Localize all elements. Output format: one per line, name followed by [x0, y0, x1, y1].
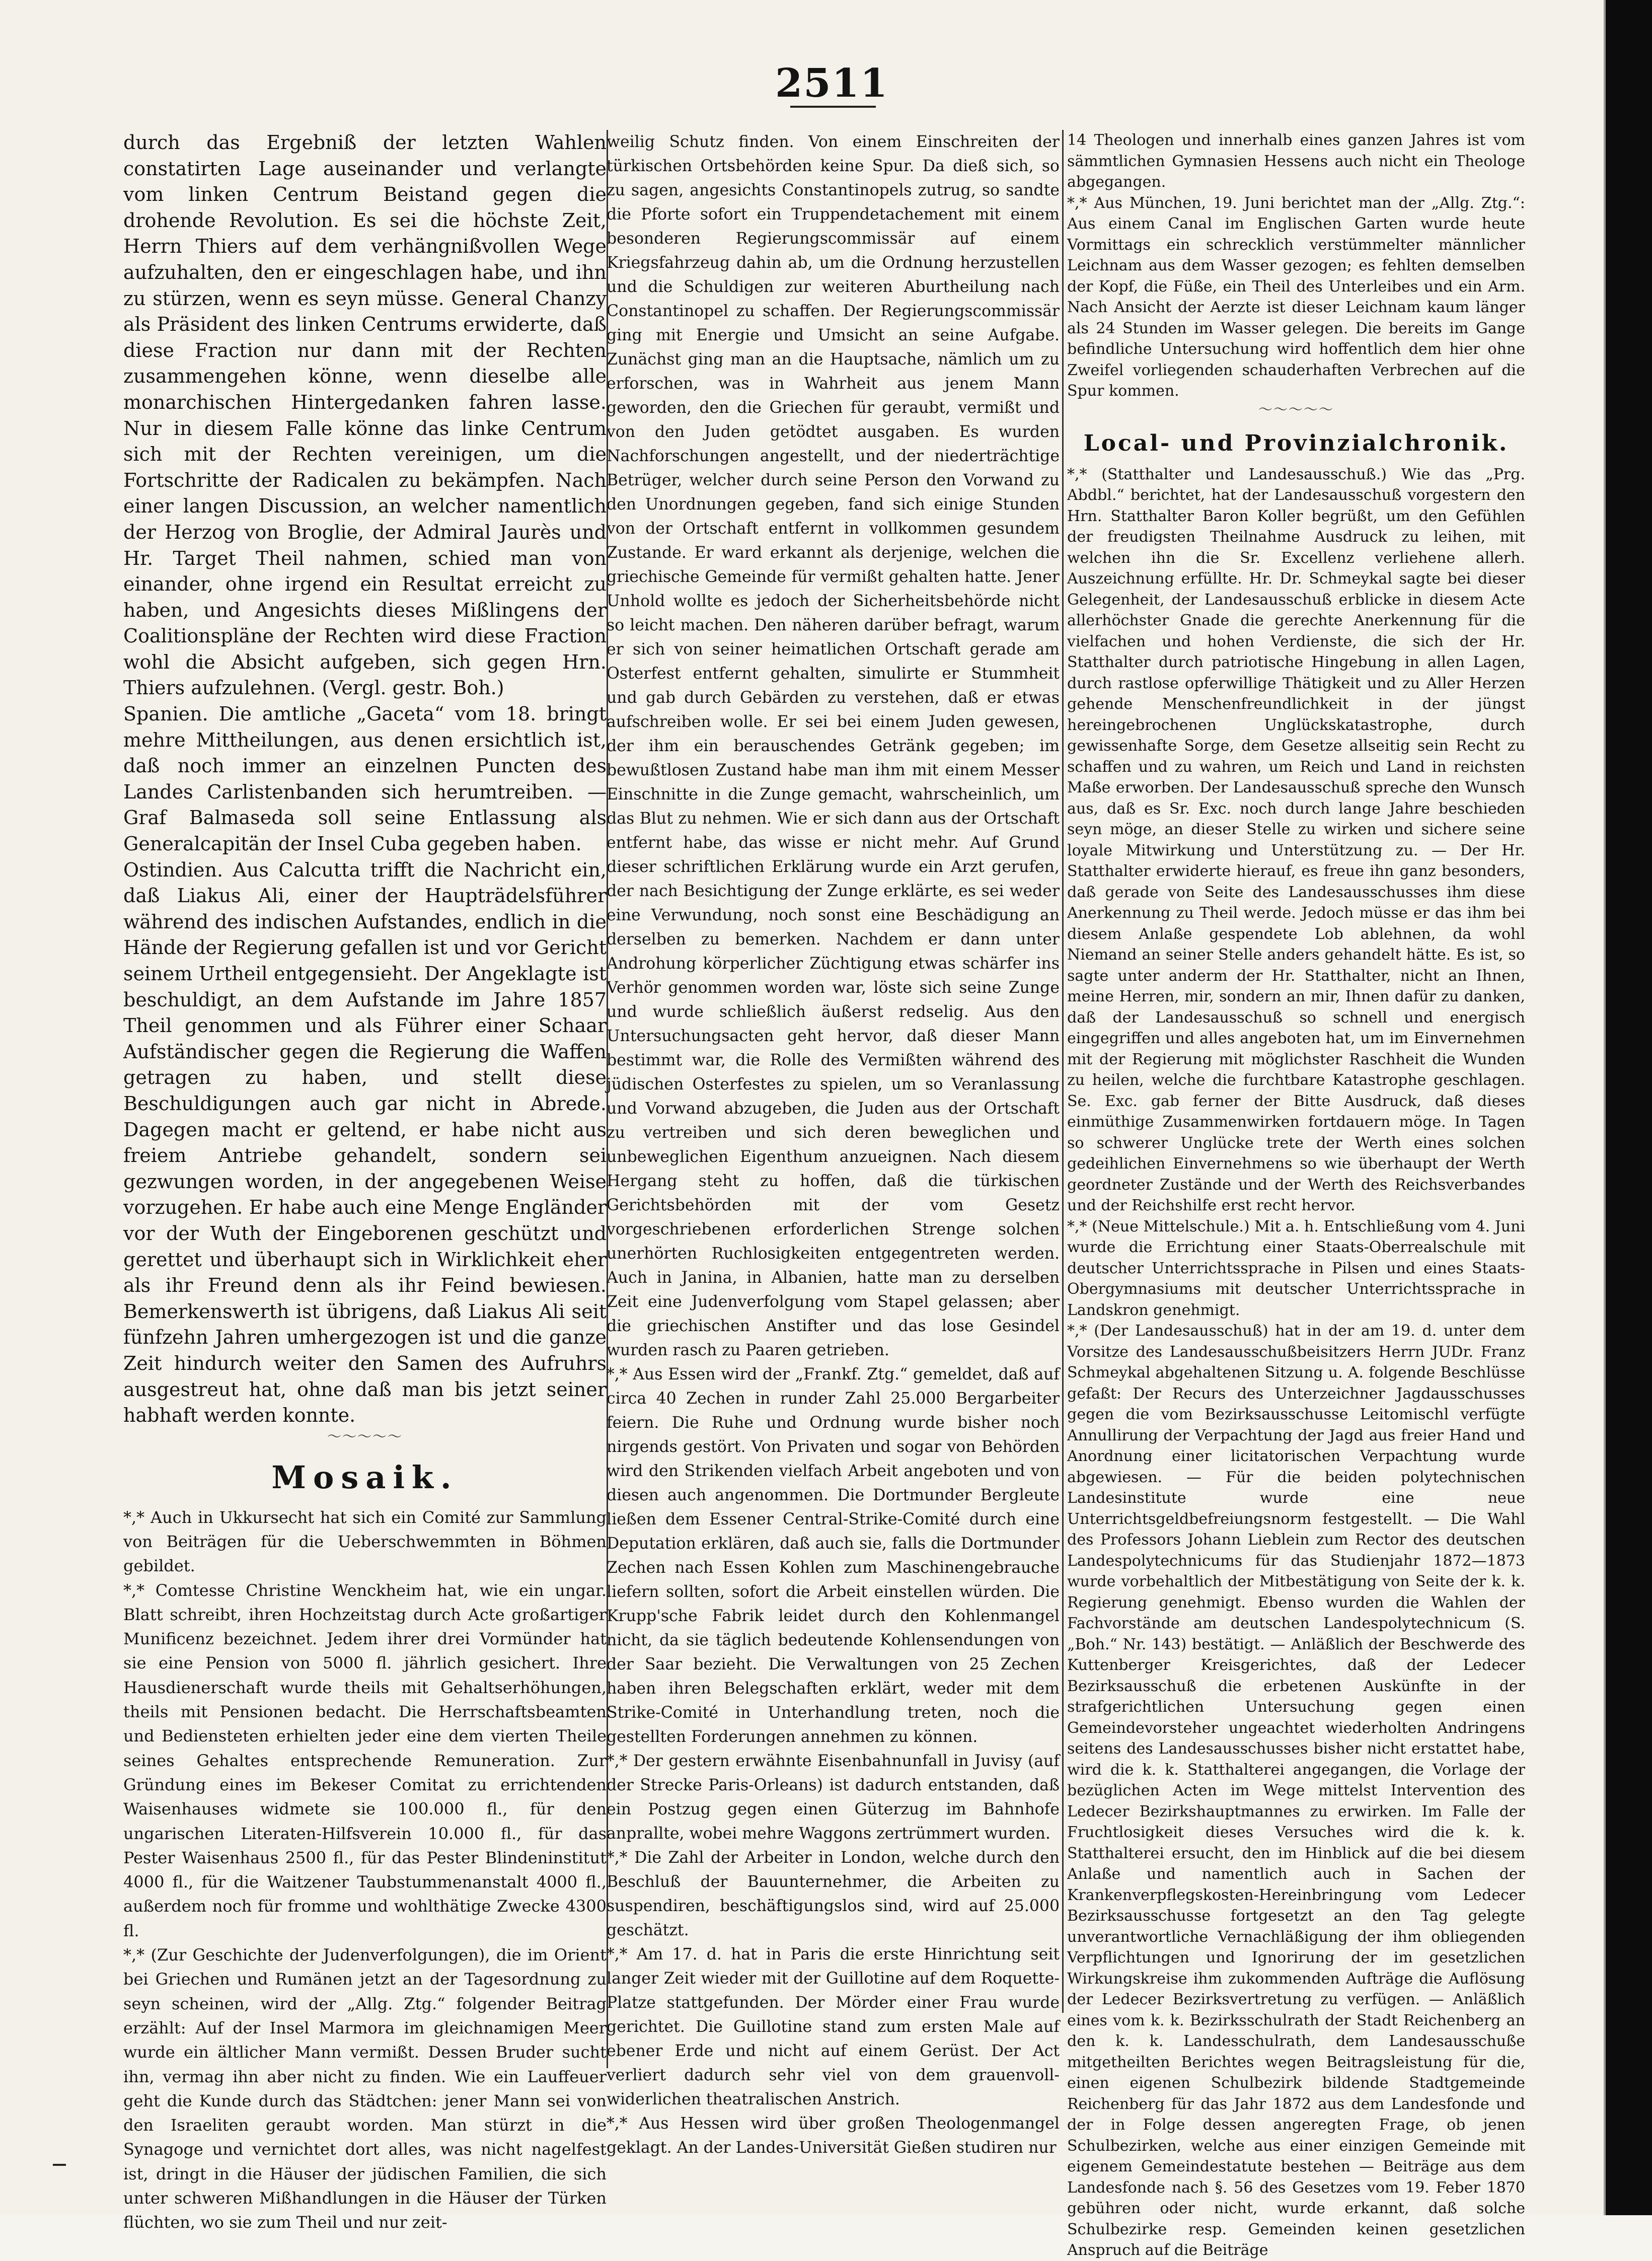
- chronik-item: *,* (Statthalter und Landesausschuß.) Wie das „Prg. Abdbl.“ berichtet, hat der Landesausschuß vorgestern den Hrn. Statthalter Baron Koller begrüßt, um den Gefühlen der freudigsten Theilnahme Ausdruck zu leihen, mit welchen ihn die Sr. Excellenz verliehene allerh. Auszeichnung erfüllte. Hr. Dr. Schmeykal sagte bei dieser Gelegenheit, der Landesausschuß erblicke in diesem Acte allerhöchster Gnade die gerechte Anerkennung für die vielfachen und hohen Verdienste, die sich der Hr. Statthalter durch patriotische Hingebung in allen Lagen, durch rastlose opferwillige Thätigkeit und zu Aller Herzen gehende Menschenfreundlichkeit in der jüngst hereingebrochenen Unglückskatastrophe, durch gewissenhafte Sorge, dem Gesetze allseitig sein Recht zu schaffen und zu wahren, um Reich und Land in reichsten Maße erworben. Der Landesausschuß spreche den Wunsch aus, daß es Sr. Exc. noch durch lange Jahre beschieden seyn möge, an dieser Stelle zu wirken und sichere seine loyale Mitwirkung und Unterstützung zu. — Der Hr. Statthalter erwiderte hierauf, es freue ihn ganz besonders, daß gerade von Seite des Landesausschusses ihm diese Anerkennung zu Theil werde. Jedoch müsse er das ihm bei diesem Anlaße gespendete Lob ablehnen, da wohl Niemand an seiner Stelle anders gehandelt hätte. Es ist, so sagte unter anderm der Hr. Statthalter, nicht an Ihnen, meine Herren, mir, sondern an mir, Ihnen dafür zu danken, daß der Landesausschuß so schnell und energisch eingegriffen und alles angeboten hat, um im Einvernehmen mit der Regierung mit möglichster Raschheit die Wunden zu heilen, welche die furchtbare Katastrophe geschlagen. Se. Exc. gab ferner der Bitte Ausdruck, daß dieses einmüthige Zusammenwirken fortdauern möge. In Tagen so schwerer Unglücke trete der Werth eines solchen gedeihlichen Einvernehmens so wie überhaupt der Werth geordneter Zustände und der Werth des Reichsverbandes und der Reichshilfe erst recht hervor.: [1067, 465, 1525, 1214]
- news-item: *,* Aus Hessen wird über großen Theologenmangel geklagt. An der Landes-Universität Gießen studiren nur: [607, 2114, 1060, 2157]
- news-item: *,* Am 17. d. hat in Paris die erste Hinrichtung seit langer Zeit wieder mit der Guillotine auf dem Roquette-Platze stattgefunden. Der Mörder einer Frau wurde gerichtet. Die Guillotine stand zum ersten Male auf ebener Erde und nicht auf einem Gerüst. Der Act verliert dadurch sehr viel von dem grauenvoll-widerlichen theatralischen Anstrich.: [607, 1945, 1060, 2108]
- column-3: [1067, 130, 1525, 2261]
- ornament-divider: 〜〜〜〜〜: [327, 1428, 403, 1445]
- scan-dark-border: [1606, 0, 1652, 2215]
- chronik-item: *,* (Neue Mittelschule.) Mit a. h. Entschließung vom 4. Juni wurde die Errichtung einer Staats-Oberrealschule mit deutscher Unterrichtssprache in Pilsen und eines Staats-Obergymnasiums mit deutscher Unterrichtssprache in Landskron genehmigt.: [1067, 1217, 1525, 1319]
- page-number: 2511: [775, 60, 889, 106]
- news-item: *,* Aus Essen wird der „Frankf. Ztg.“ gemeldet, daß auf circa 40 Zechen in runder Zahl 25.000 Bergarbeiter feiern. Die Ruhe und Ordnung wurde bisher noch nirgends gestört. Von Privaten und sogar von Behörden wird den Strikenden vielfach Arbeit angeboten und von diesen auch angenommen. Die Dortmunder Bergleute ließen dem Essener Central-Strike-Comité durch eine Deputation erklären, daß auch sie, falls die Dortmunder Zechen nach Essen Kohlen zum Maschinengebrauche liefern sollten, sofort die Arbeit einstellen würden. Die Krupp'sche Fabrik leidet durch den Kohlenmangel nicht, da sie täglich bedeutende Kohlensendungen von der Saar bezieht. Die Verwaltungen von 25 Zechen haben ihren Belegschaften erklärt, weder mit dem Strike-Comité in Unterhandlung treten, noch die gestellten Forderungen annehmen zu können.: [607, 1365, 1060, 1746]
- news-item: *,* Der gestern erwähnte Eisenbahnunfall in Juvisy (auf der Strecke Paris-Orleans) ist dadurch entstanden, daß ein Postzug gegen einen Güterzug im Bahnhofe anprallte, wobei mehre Waggons zertrümmert wurden.: [607, 1752, 1060, 1843]
- article-spanien: Spanien. Die amtliche „Gaceta“ vom 18. bringt mehre Mittheilungen, aus denen ersichtlich ist, daß noch immer an einzelnen Puncten des Landes Carlistenbanden sich herumtreiben. — Graf Balmaseda soll seine Entlassung als Generalcapitän der Insel Cuba gegeben haben.: [123, 703, 607, 855]
- page-number-underline: [790, 106, 876, 108]
- article-ostindien: Ostindien. Aus Calcutta trifft die Nachricht ein, daß Liakus Ali, einer der Haupträdelsführer während des indischen Aufstandes, endlich in die Hände der Regierung gefallen ist und vor Gericht seinem Urtheil entgegensieht. Der Angeklagte ist beschuldigt, an dem Aufstande im Jahre 1857 Theil genommen und als Führer einer Schaar Aufständischer gegen die Regierung die Waffen getragen zu haben, und stellt diese Beschuldigungen auch gar nicht in Abrede. Dagegen macht er geltend, er habe nicht aus freiem Antriebe gehandelt, sondern sei gezwungen worden, in der angegebenen Weise vorzugehen. Er habe auch eine Menge Engländer vor der Wuth der Eingeborenen geschützt und gerettet und überhaupt sich in Wirklichkeit eher als ihr Freund denn als ihr Feind bewiesen. Bemerkenswerth ist übrigens, daß Liakus Ali seit fünfzehn Jahren umhergezogen ist und die ganze Zeit hindurch weiter den Samen des Aufruhrs ausgestreut hat, ohne daß man bis jetzt seiner habhaft werden konnte.: [123, 858, 607, 1427]
- chronik-section-title: Local- und Provinzialchronik.: [1083, 430, 1509, 456]
- column-2: [607, 130, 1060, 2160]
- news-item: 14 Theologen und innerhalb eines ganzen Jahres ist vom sämmtlichen Gymnasien Hessens auch nicht ein Theologe abgegangen.: [1067, 131, 1525, 191]
- mosaik-section-title: Mosaik.: [271, 1458, 459, 1496]
- chronik-item: *,* (Der Landesausschuß) hat in der am 19. d. unter dem Vorsitze des Landesausschußbeisitzers Herrn JUDr. Franz Schmeykal abgehaltenen Sitzung u. A. folgende Beschlüsse gefaßt: Der Recurs des Unterzeichner Jagdausschusses gegen die vom Bezirksausschusse Leitomischl verfügte Annullirung der Verpachtung der Jagd aus freier Hand und Anordnung einer licitatorischen Verpachtung wurde abgewiesen. — Für die beiden polytechnischen Landesinstitute wurde eine neue Unterrichtsgeldbefreiungsnorm festgestellt. — Die Wahl des Professors Johann Lieblein zum Rector des deutschen Landespolytechnicums für das Studienjahr 1872—1873 wurde vorbehaltlich der Mitbestätigung von Seite der k. k. Regierung genehmigt. Ebenso wurden die Wahlen der Fachvorstände am deutschen Landespolytechnicum (S. „Boh.“ Nr. 143) bestätigt. — Anläßlich der Beschwerde des Kuttenberger Kreisgerichtes, daß der Ledecer Bezirksausschuß die erbetenen Auskünfte in der strafgerichtlichen Untersuchung gegen einen Gemeindevorsteher ungeachtet wiederholten Andringens seitens des Landesausschusses bisher nicht erstattet habe, wird die k. k. Statthalterei angegangen, die Vorlage der bezüglichen Acten im Wege mittelst Intervention des Ledecer Bezirkshauptmannes zu erwirken. Im Falle der Fruchtlosigkeit dieses Versuches wird die k. k. Statthalterei ersucht, den im Hinblick auf die bei diesem Anlaße und namentlich auch in Sachen der Krankenverpflegskosten-Hereinbringung vom Ledecer Bezirksausschusse fortgesetzt an den Tag gelegte unverantwortliche Vernachläßigung der ihm obliegenden Verpflichtungen und Ignorirung der im gesetzlichen Wirkungskreise ihm zukommenden Aufträge die Auflösung der Ledecer Bezirksvertretung zu verfügen. — Anläßlich eines vom k. k. Bezirksschulrath der Stadt Reichenberg an den k. k. Landesschulrath, dem Landesausschuße mitgetheilten Berichtes wegen Beitragsleistung für die, einen eigenen Schulbezirk bildende Stadtgemeinde Reichenberg für das Jahr 1872 aus dem Landesfonde und der in Folge dessen angeregten Frage, ob jenen Schulbezirken, welche aus einer einzigen Gemeinde mit eigenem Gemeindestatute bestehen — Beiträge aus dem Landesfonde nach §. 56 des Gesetzes vom 19. Feber 1870 gebühren oder nicht, wurde erkannt, daß solche Schulbezirke resp. Gemeinden keinen gesetzlichen Anspruch auf die Beiträge: [1067, 1322, 1525, 2259]
- article-paragraph: durch das Ergebniß der letzten Wahlen constatirten Lage auseinander und verlangte vom linken Centrum Beistand gegen die drohende Revolution. Es sei die höchste Zeit, Herrn Thiers auf dem verhängnißvollen Wege aufzuhalten, den er eingeschlagen habe, und ihn zu stürzen, wenn es seyn müsse. General Chanzy als Präsident des linken Centrums erwiderte, daß diese Fraction nur dann mit der Rechten zusammengehen könne, wenn dieselbe alle monarchischen Hintergedanken fahren lasse. Nur in diesem Falle könne das linke Centrum sich mit der Rechten vereinigen, um die Fortschritte der Radicalen zu bekämpfen. Nach einer langen Discussion, an welcher namentlich der Herzog von Broglie, der Admiral Jaurès und Hr. Target Theil nahmen, schied man von einander, ohne irgend ein Resultat erreicht zu haben, und Angesichts dieses Mißlingens der Coalitionspläne der Rechten wird diese Fraction wohl die Absicht aufgeben, sich gegen Hrn. Thiers aufzulehnen. (Vergl. gestr. Boh.): [123, 131, 607, 699]
- mosaik-item: *,* Auch in Ukkursecht hat sich ein Comité zur Sammlung von Beiträgen für die Ueberschwemmten in Böhmen gebildet.: [123, 1507, 607, 1576]
- column-divider-2: [1062, 130, 1064, 2013]
- news-item: *,* Die Zahl der Arbeiter in London, welche durch den Beschluß der Bauunternehmer, die Arbeiten zu suspendiren, beschäftigungslos sind, wird auf 25.000 geschätzt.: [607, 1849, 1060, 1939]
- ornament-divider: 〜〜〜〜〜: [1258, 401, 1334, 418]
- news-item: *,* Aus München, 19. Juni berichtet man der „Allg. Ztg.“: Aus einem Canal im Englischen Garten wurde heute Vormittags ein schrecklich verstümmelter männlicher Leichnam aus dem Wasser gezogen; es fehlten demselben der Kopf, die Füße, ein Theil des Unterleibes und ein Arm. Nach Ansicht der Aerzte ist dieser Leichnam kaum länger als 24 Stunden im Wasser gelegen. Die bereits im Gange befindliche Untersuchung wird hoffentlich dem hier ohne Zweifel vorliegenden schauderhaften Verbrechen auf die Spur kommen.: [1067, 194, 1525, 400]
- margin-mark: [53, 2164, 66, 2166]
- mosaik-item: *,* (Zur Geschichte der Judenverfolgungen), die im Orient bei Griechen und Rumänen jetzt an der Tagesordnung zu seyn scheinen, wird der „Allg. Ztg.“ folgender Beitrag erzählt: Auf der Insel Marmora im gleichnamigen Meer wurde ein ältlicher Mann vermißt. Dessen Bruder sucht ihn, vermag ihn aber nicht zu finden. Wie ein Lauffeuer geht die Kunde durch das Städtchen: jener Mann sei von den Israeliten geraubt worden. Man stürzt in die Synagoge und vernichtet dort alles, was nicht nagelfest ist, dringt in die Häuser der jüdischen Familien, die sich unter schweren Mißhandlungen in die Häuser der Türken flüchten, wo sie zum Theil und nur zeit-: [123, 1945, 607, 2232]
- mosaik-section: [123, 1505, 607, 2235]
- mosaik-item: *,* Comtesse Christine Wenckheim hat, wie ein ungar. Blatt schreibt, ihren Hochzeitstag durch Acte großartiger Munificenz bezeichnet. Jedem ihrer drei Vormünder hat sie eine Pension von 5000 fl. jährlich gesichert. Ihre Hausdienerschaft wurde theils mit Gehaltserhöhungen, theils mit Pensionen bedacht. Die Herrschaftsbeamten und Bediensteten erhielten jeder eine dem vierten Theile seines Gehaltes entsprechende Remuneration. Zur Gründung eines im Bekeser Comitat zu errichtenden Waisenhauses widmete sie 100.000 fl., für den ungarischen Literaten-Hilfsverein 10.000 fl., für das Pester Waisenhaus 2500 fl., für das Pester Blindeninstitut 4000 fl., für die Waitzener Taubstummenanstalt 4000 fl., außerdem noch für fromme und wohlthätige Zwecke 4300 fl.: [123, 1580, 607, 1940]
- column-1: [123, 130, 607, 2235]
- article-paragraph: weilig Schutz finden. Von einem Einschreiten der türkischen Ortsbehörden keine Spur. Da dieß sich, so zu sagen, angesichts Constantinopels zutrug, so sandte die Pforte sofort ein Truppendetachement mit einem besonderen Regierungscommissär auf einem Kriegsfahrzeug dahin ab, um die Ordnung herzustellen und die Schuldigen zur weiteren Aburtheilung nach Constantinopel zu schaffen. Der Regierungscommissär ging mit Energie und Umsicht an seine Aufgabe. Zunächst ging man an die Hauptsache, nämlich um zu erforschen, was in Wahrheit aus jenem Mann geworden, den die Griechen für geraubt, vermißt und von den Juden getödtet ausgaben. Es wurden Nachforschungen angestellt, und der niederträchtige Betrüger, welcher durch seine Person den Vorwand zu den Unordnungen gegeben, fand sich einige Stunden von der Ortschaft entfernt in vollkommen gesundem Zustande. Er ward erkannt als derjenige, welchen die griechische Gemeinde für vermißt gehalten hatte. Jener Unhold wollte es jedoch der Sicherheitsbehörde nicht so leicht machen. Den näheren darüber befragt, warum er sich von seiner heimatlichen Ortschaft gerade am Osterfest entfernt gehalten, simulirte er Stummheit und gab durch Gebärden zu verstehen, daß er etwas aufschreiben wolle. Er sei bei einem Juden gewesen, der ihm ein berauschendes Getränk gegeben; im bewußtlosen Zustand habe man ihm mit einem Messer Einschnitte in die Zunge gemacht, wahrscheinlich, um das Blut zu nehmen. Wie er sich dann aus der Ortschaft entfernt habe, das wisse er nicht mehr. Auf Grund dieser schriftlichen Erklärung wurde ein Arzt gerufen, der nach Besichtigung der Zunge erklärte, es sei weder eine Verwundung, noch sonst eine Beschädigung an derselben zu bemerken. Nachdem er dann unter Androhung körperlicher Züchtigung etwas schärfer ins Verhör genommen worden war, löste sich seine Zunge und wurde schließlich äußerst redselig. Aus den Untersuchungsacten geht hervor, daß dieser Mann bestimmt war, die Rolle des Vermißten während des jüdischen Osterfestes zu spielen, um so Veranlassung und Vorwand abzugeben, die Juden aus der Ortschaft zu vertreiben und sich deren beweglichen und unbeweglichen Eigenthum anzueignen. Nach diesem Hergang steht zu hoffen, daß die türkischen Gerichtsbehörden mit der vom Gesetz vorgeschriebenen erforderlichen Strenge solchen unerhörten Ruchlosigkeiten entgegentreten werden. Auch in Janina, in Albanien, hatte man zu derselben Zeit eine Judenverfolgung vom Stapel gelassen; aber die griechischen Anstifter und das lose Gesindel wurden rasch zu Paaren getrieben.: [607, 133, 1060, 1359]
